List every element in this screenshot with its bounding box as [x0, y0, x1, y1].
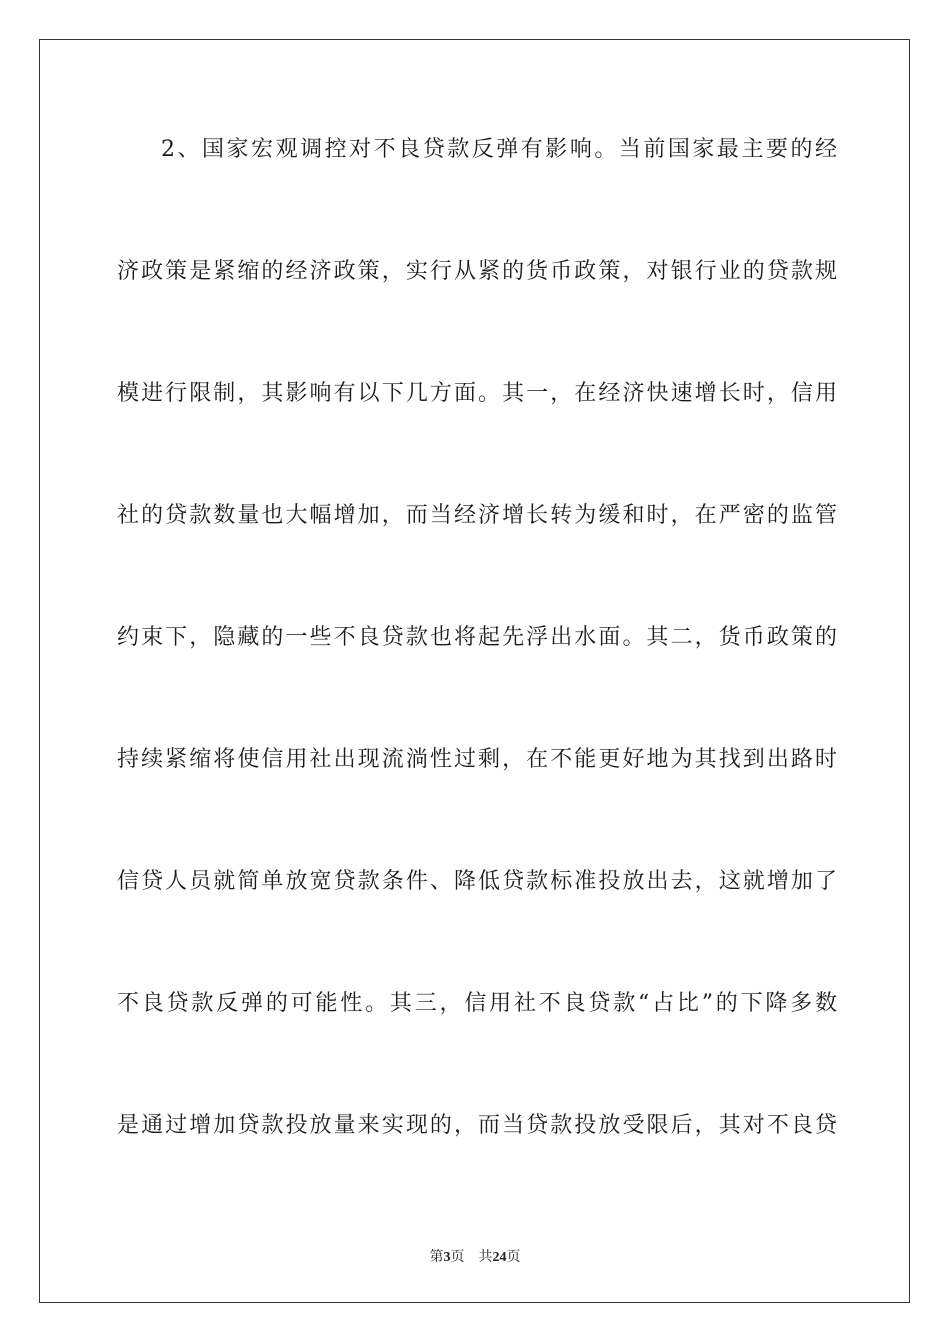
total-prefix: 共 — [478, 1250, 493, 1265]
page-number: 3 — [443, 1250, 451, 1265]
total-pages: 24 — [492, 1250, 507, 1265]
page-footer — [0, 1246, 950, 1266]
text-line-2: 济政策是紧缩的经济政策，实行从紧的货币政策，对银行业的贷款规 — [117, 259, 837, 284]
page-suffix: 页 — [450, 1250, 465, 1265]
page-prefix: 第 — [429, 1250, 444, 1265]
total-suffix: 页 — [506, 1250, 521, 1265]
text-line-7: 信贷人员就简单放宽贷款条件、降低贷款标准投放出去，这就增加了 — [117, 869, 837, 894]
text-line-3: 模进行限制，其影响有以下几方面。其一，在经济快速增长时，信用 — [117, 381, 837, 406]
text-line-9: 是通过增加贷款投放量来实现的，而当贷款投放受限后，其对不良贷 — [117, 1113, 837, 1138]
text-line-4: 社的贷款数量也大幅增加，而当经济增长转为缓和时，在严密的监管 — [117, 503, 837, 528]
text-line-8: 不良贷款反弹的可能性。其三，信用社不良贷款“占比”的下降多数 — [117, 991, 837, 1016]
text-line-5: 约束下，隐藏的一些不良贷款也将起先浮出水面。其二，货币政策的 — [117, 625, 837, 650]
text-line-1: 2、国家宏观调控对不良贷款反弹有影响。当前国家最主要的经 — [161, 137, 837, 162]
text-line-6: 持续紧缩将使信用社出现流淌性过剩，在不能更好地为其找到出路时 — [117, 747, 837, 772]
